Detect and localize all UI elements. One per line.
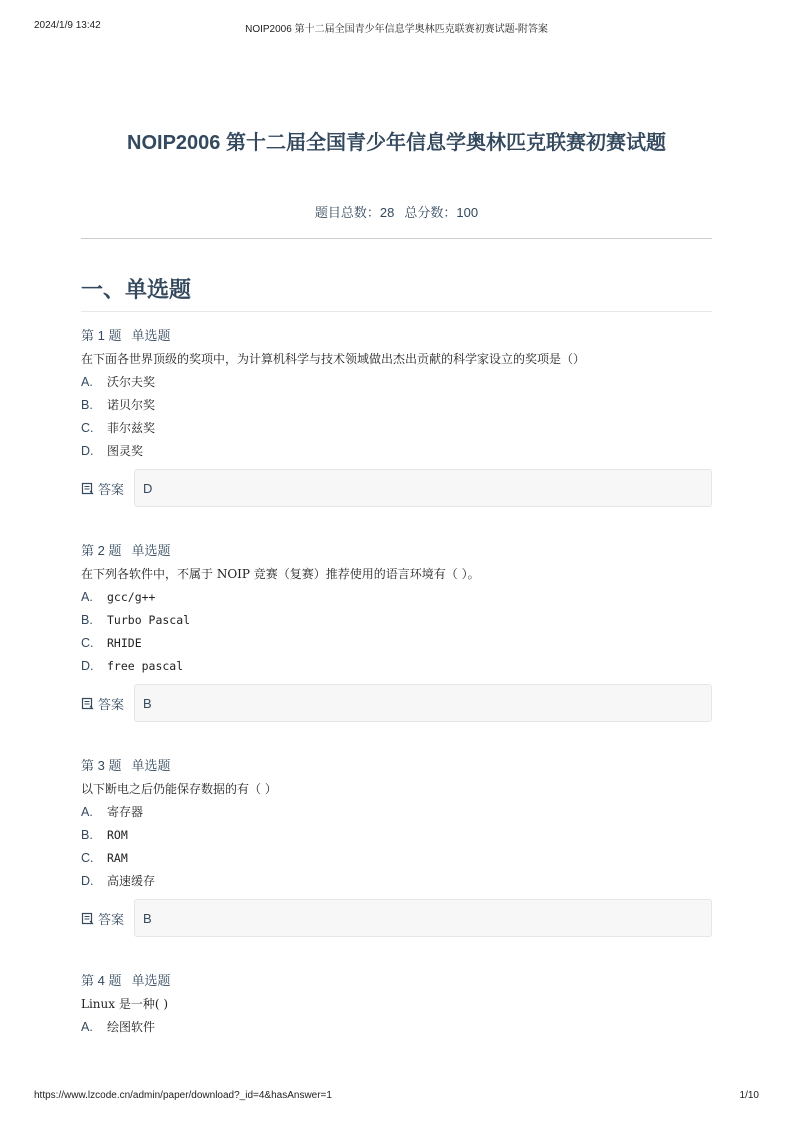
- answer-box: B: [134, 684, 712, 722]
- question-text: 在下面各世界顶级的奖项中，为计算机科学与技术领域做出杰出贡献的科学家设立的奖项是（）: [81, 352, 586, 366]
- option-letter: C.: [81, 851, 94, 865]
- total-score: 总分数：100: [404, 205, 479, 220]
- answer-row: [81, 899, 712, 937]
- question-number: 第 2 题: [81, 543, 122, 558]
- option-d: [81, 871, 712, 891]
- option-letter: A.: [81, 1020, 93, 1034]
- section-title: 一、单选题: [81, 277, 192, 302]
- paper-summary: [81, 204, 712, 222]
- option-d: [81, 441, 712, 461]
- option-c: [81, 418, 712, 438]
- option-letter: B.: [81, 613, 93, 627]
- print-datetime: 2024/1/9 13:42: [34, 20, 101, 31]
- answer-label-text: 答案: [98, 481, 125, 497]
- option-b: [81, 395, 712, 415]
- option-text: 高速缓存: [107, 874, 156, 888]
- question-type: 单选题: [131, 328, 171, 343]
- option-letter: D.: [81, 874, 94, 888]
- option-letter: C.: [81, 421, 94, 435]
- title-divider: [81, 238, 712, 239]
- section-divider: [81, 311, 712, 312]
- question-4: [81, 971, 712, 1037]
- option-text: 菲尔兹奖: [107, 421, 156, 435]
- option-a: [81, 1017, 712, 1037]
- print-url: https://www.lzcode.cn/admin/paper/download?_id=4&hasAnswer=1: [34, 1090, 332, 1101]
- question-header: [81, 326, 712, 346]
- option-text: 诺贝尔奖: [107, 398, 156, 412]
- answer-row: [81, 469, 712, 507]
- option-text: 寄存器: [107, 805, 144, 819]
- answer-label-text: 答案: [98, 696, 125, 712]
- print-title: NOIP2006 第十二届全国青少年信息学奥林匹克联赛初赛试题-附答案: [245, 24, 548, 35]
- option-b: [81, 825, 712, 845]
- answer-icon: [81, 912, 94, 925]
- question-1: [81, 326, 712, 507]
- option-text: ROM: [107, 828, 128, 842]
- question-3: [81, 756, 712, 937]
- question-type: 单选题: [131, 758, 171, 773]
- answer-label: [81, 479, 134, 498]
- question-2: [81, 541, 712, 722]
- answer-label: [81, 909, 134, 928]
- question-text: Linux 是一种( ): [81, 997, 169, 1011]
- option-text: 绘图软件: [107, 1020, 156, 1034]
- option-text: RHIDE: [107, 636, 142, 650]
- answer-label: [81, 694, 134, 713]
- answer-row: [81, 684, 712, 722]
- question-type: 单选题: [131, 543, 171, 558]
- document-content: [81, 128, 712, 1037]
- question-number: 第 3 题: [81, 758, 122, 773]
- question-header: [81, 756, 712, 776]
- question-number: 第 1 题: [81, 328, 122, 343]
- option-text: RAM: [107, 851, 128, 865]
- option-letter: C.: [81, 636, 94, 650]
- option-text: 图灵奖: [107, 444, 144, 458]
- answer-icon: [81, 697, 94, 710]
- option-c: [81, 633, 712, 653]
- option-text: gcc/g++: [107, 590, 156, 604]
- answer-icon: [81, 482, 94, 495]
- option-letter: D.: [81, 659, 94, 673]
- page-title: NOIP2006 第十二届全国青少年信息学奥林匹克联赛初赛试题: [127, 132, 666, 154]
- option-letter: B.: [81, 398, 93, 412]
- option-b: [81, 610, 712, 630]
- question-header: [81, 541, 712, 561]
- answer-box: D: [134, 469, 712, 507]
- option-a: [81, 802, 712, 822]
- question-header: [81, 971, 712, 991]
- option-text: free pascal: [107, 659, 184, 673]
- answer-box: B: [134, 899, 712, 937]
- answer-label-text: 答案: [98, 911, 125, 927]
- question-count: 题目总数：28: [314, 205, 395, 220]
- page-number: 1/10: [739, 1090, 759, 1101]
- option-letter: B.: [81, 828, 93, 842]
- question-text: 在下列各软件中，不属于 NOIP 竞赛（复赛）推荐使用的语言环境有（ ）。: [81, 567, 480, 581]
- option-letter: A.: [81, 590, 93, 604]
- option-d: [81, 656, 712, 676]
- option-c: [81, 848, 712, 868]
- question-text: 以下断电之后仍能保存数据的有（ ）: [81, 782, 277, 796]
- print-header: [34, 20, 759, 34]
- question-number: 第 4 题: [81, 973, 122, 988]
- option-letter: A.: [81, 375, 93, 389]
- option-text: Turbo Pascal: [107, 613, 191, 627]
- option-a: [81, 587, 712, 607]
- question-type: 单选题: [131, 973, 171, 988]
- option-text: 沃尔夫奖: [107, 375, 156, 389]
- option-letter: D.: [81, 444, 94, 458]
- option-a: [81, 372, 712, 392]
- option-letter: A.: [81, 805, 93, 819]
